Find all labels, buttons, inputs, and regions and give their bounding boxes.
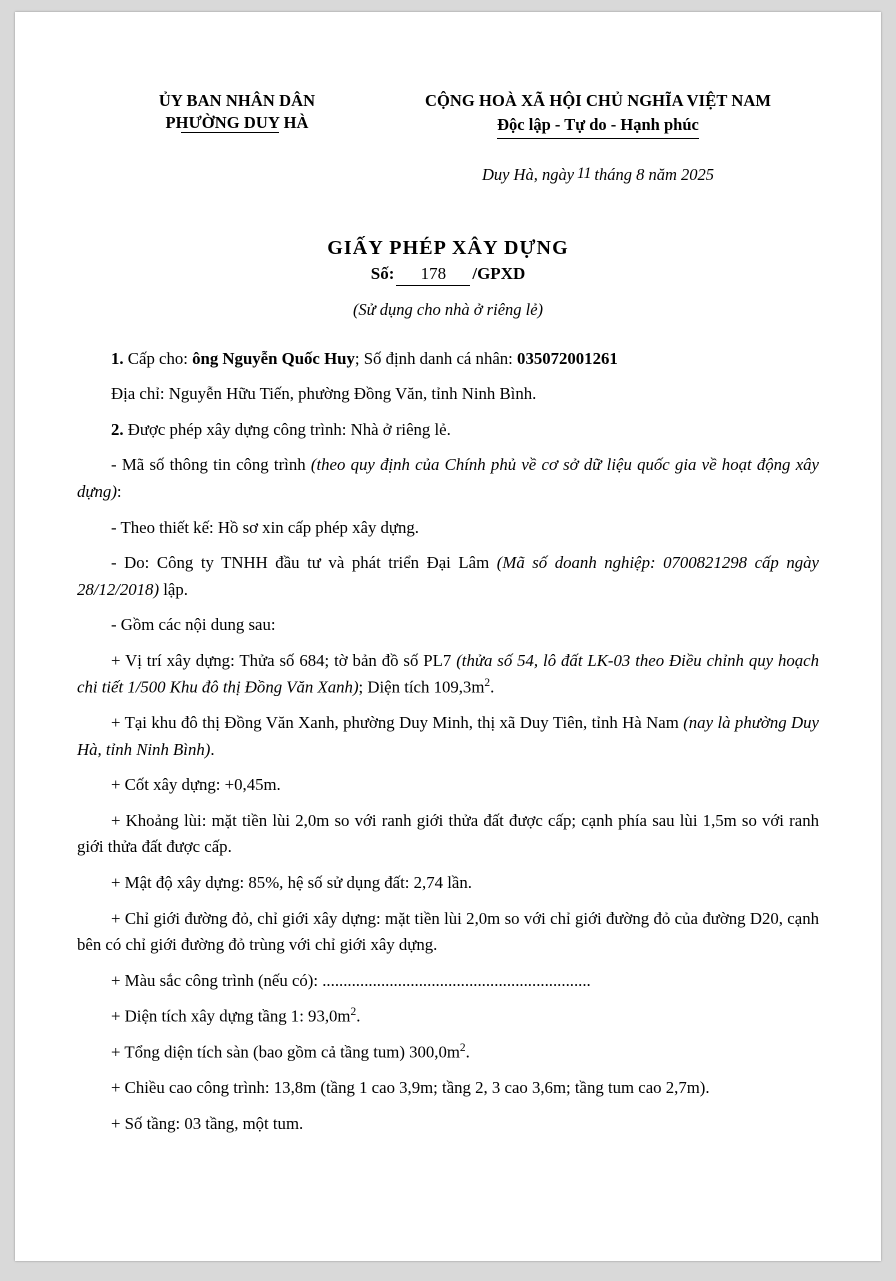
paragraph-boundary: + Chỉ giới đường đỏ, chỉ giới xây dựng: mặt tiền lùi 2,0m so với chỉ giới đường đỏ của đường D20, cạnh bên có chỉ giới đường đỏ trùng với chỉ giới xây dựng. bbox=[77, 908, 819, 955]
total-area-unit-sup: 2 bbox=[459, 1042, 466, 1055]
location-a: + Vị trí xây dựng: Thửa số 684; tờ bản đồ số PL7 bbox=[111, 650, 452, 670]
paragraph-location bbox=[77, 648, 819, 702]
floor1-area-b: . bbox=[356, 1006, 361, 1026]
date-month: 8 bbox=[636, 164, 645, 184]
org-line-2: PHƯỜNG DUY HÀ bbox=[165, 112, 309, 132]
designer-registration: (Mã số doanh nghiệp: 0700821298 cấp ngày 28/12/2018) bbox=[77, 553, 819, 599]
date-year-prefix: năm bbox=[648, 164, 677, 184]
number-label: Số: bbox=[370, 263, 395, 283]
paragraph-item-2 bbox=[77, 417, 819, 444]
issuing-organization bbox=[103, 90, 371, 134]
location-area-unit-sup: 2 bbox=[484, 677, 491, 690]
place-and-date bbox=[377, 165, 819, 185]
document-page bbox=[15, 12, 881, 1261]
place-date-prefix: Duy Hà, ngày bbox=[481, 164, 575, 184]
document-subtitle: (Sử dụng cho nhà ở riêng lẻ) bbox=[352, 299, 544, 319]
page-title: GIẤY PHÉP XÂY DỰNG bbox=[327, 236, 569, 259]
item-2-number: 2. bbox=[111, 419, 124, 439]
paragraph-design: - Theo thiết kế: Hồ sơ xin cấp phép xây dựng. bbox=[111, 517, 420, 537]
paragraph-floors: + Số tầng: 03 tầng, một tum. bbox=[111, 1113, 304, 1133]
paragraph-total-floor-area bbox=[77, 1039, 819, 1066]
paragraph-level: + Cốt xây dựng: +0,45m. bbox=[111, 775, 281, 795]
paragraph-address: Địa chỉ: Nguyễn Hữu Tiến, phường Đồng Văn, tỉnh Ninh Bình. bbox=[111, 384, 537, 404]
paragraph-item-1 bbox=[77, 346, 819, 373]
project-code-a: - Mã số thông tin công trình bbox=[111, 455, 306, 475]
paragraph-density: + Mật độ xây dựng: 85%, hệ số sử dụng đất: 2,74 lần. bbox=[111, 872, 472, 892]
document-header bbox=[77, 90, 819, 139]
item-1-label: Cấp cho: bbox=[127, 348, 188, 368]
national-motto bbox=[377, 90, 819, 139]
personal-id-number: 035072001261 bbox=[517, 348, 618, 368]
item-2-text: Được phép xây dựng công trình: Nhà ở riêng lẻ. bbox=[127, 419, 451, 439]
urban-area-c: . bbox=[210, 739, 215, 759]
project-code-note: (theo quy định của Chính phủ về cơ sở dữ liệu quốc gia về hoạt động xây dựng) bbox=[77, 455, 819, 501]
paragraph-height: + Chiều cao công trình: 13,8m (tầng 1 cao 3,9m; tầng 2, 3 cao 3,6m; tầng tum cao 2,7m). bbox=[111, 1078, 710, 1098]
paragraph-designer bbox=[77, 550, 819, 603]
floor1-area-a: + Diện tích xây dựng tầng 1: 93,0m bbox=[111, 1006, 351, 1026]
date-day: 11 bbox=[577, 164, 592, 182]
document-number-line bbox=[77, 264, 819, 286]
paragraph-floor1-area bbox=[77, 1003, 819, 1030]
urban-area-a: + Tại khu đô thị Đồng Văn Xanh, phường Duy Minh, thị xã Duy Tiên, tỉnh Hà Nam bbox=[111, 713, 679, 733]
date-year: 2025 bbox=[681, 164, 715, 184]
urban-area-note: (nay là phường Duy Hà, tỉnh Ninh Bình) bbox=[77, 713, 819, 759]
paragraph-setback: + Khoảng lùi: mặt tiền lùi 2,0m so với ranh giới thửa đất được cấp; cạnh phía sau lùi 1,5m so với ranh giới thửa đất được cấp. bbox=[77, 810, 819, 857]
project-code-c: : bbox=[116, 482, 122, 501]
document-body bbox=[77, 346, 819, 1138]
motto: Độc lập - Tự do - Hạnh phúc bbox=[497, 114, 699, 138]
paragraph-urban-area bbox=[77, 710, 819, 763]
org-line-1: ỦY BAN NHÂN DÂN bbox=[158, 91, 316, 110]
total-area-a: + Tổng diện tích sàn (bao gồm cả tầng tum) 300,0m bbox=[111, 1042, 460, 1062]
paragraph-color: + Màu sắc công trình (nếu có): ................................................................ bbox=[111, 970, 591, 990]
designer-a: - Do: Công ty TNHH đầu tư và phát triển Đại Lâm bbox=[111, 553, 490, 573]
paragraph-project-code bbox=[77, 452, 819, 505]
number-suffix: /GPXD bbox=[472, 263, 526, 283]
item-1-mid: ; Số định danh cá nhân: bbox=[354, 348, 513, 368]
paragraph-contents-intro: - Gồm các nội dung sau: bbox=[111, 615, 276, 635]
title-block bbox=[77, 237, 819, 320]
number-value: 178 bbox=[396, 264, 470, 286]
location-note: (thửa số 54, lô đất LK-03 theo Điều chỉnh quy hoạch chi tiết 1/500 Khu đô thị Đồng Văn Xanh) bbox=[77, 650, 819, 697]
owner-name: ông Nguyễn Quốc Huy bbox=[192, 348, 355, 368]
location-d: . bbox=[490, 677, 495, 697]
country-name: CỘNG HOÀ XÃ HỘI CHỦ NGHĨA VIỆT NAM bbox=[424, 91, 772, 110]
location-c: ; Diện tích 109,3m bbox=[358, 677, 485, 697]
item-1-number: 1. bbox=[111, 348, 124, 368]
floor1-area-unit-sup: 2 bbox=[350, 1006, 357, 1019]
date-month-prefix: tháng bbox=[594, 164, 632, 184]
designer-c: lập. bbox=[163, 579, 188, 599]
total-area-b: . bbox=[465, 1042, 470, 1062]
